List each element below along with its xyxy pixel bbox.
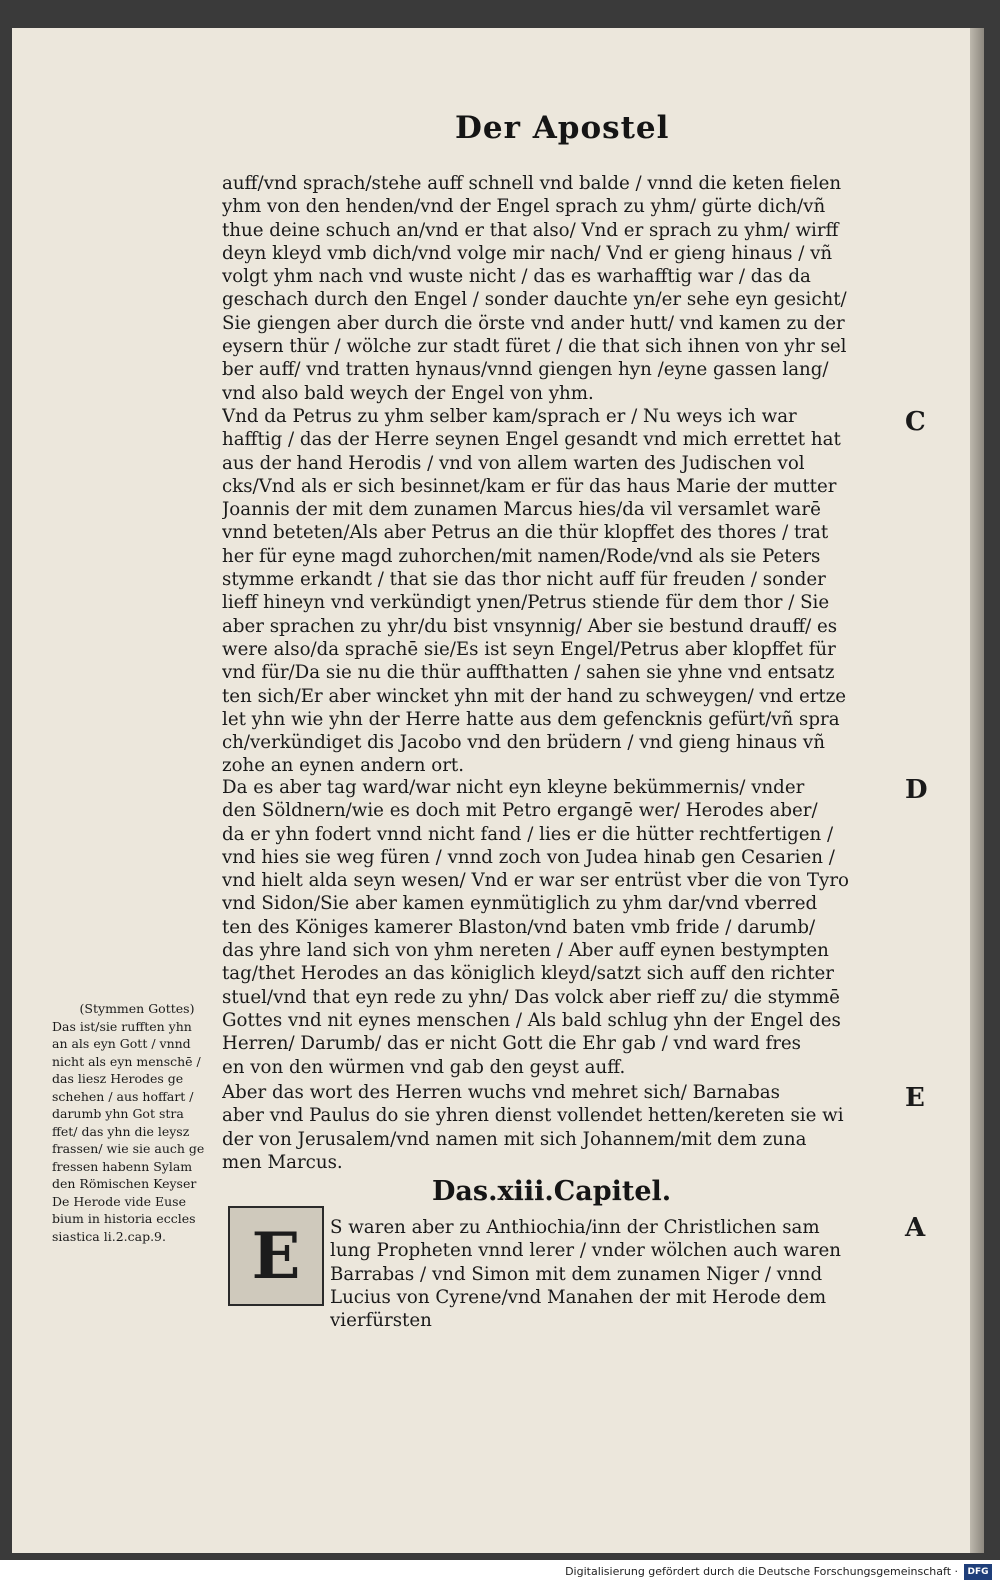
text-line: ten des Königes kamerer Blaston/vnd baten vmb fride / darumb/: [222, 916, 816, 938]
text-line: fressen habenn Sylam: [52, 1158, 193, 1174]
text-line: en von den würmen vnd gab den geyst auff.: [222, 1056, 626, 1078]
margin-note-body: [52, 1018, 222, 1246]
text-line: vnd für/Da sie nu die thür auffthatten / sahen sie yhne vnd entsatz: [222, 662, 835, 684]
paragraph-2: [222, 405, 877, 778]
text-line: stymme erkandt / that sie das thor nicht auff für freuden / sonder: [222, 569, 826, 591]
text-line: den Römischen Keyser: [52, 1176, 197, 1191]
text-line: ffet/ das yhn die leysz: [52, 1123, 190, 1139]
text-line: stuel/vnd that eyn rede zu yhn/ Das volck aber rieff zu/ die stymmē: [222, 986, 840, 1008]
text-line: schehen / aus hoffart /: [52, 1088, 194, 1104]
text-line: bium in historia eccles: [52, 1211, 196, 1226]
text-line: her für eyne magd zuhorchen/mit namen/Rode/vnd als sie Peters: [222, 545, 821, 567]
text-line: Sie giengen aber durch die örste vnd ander hutt/ vnd kamen zu der: [222, 312, 845, 334]
text-line: men Marcus.: [222, 1151, 343, 1173]
text-line: Lucius von Cyrene/vnd Manahen der mit Herode dem: [330, 1286, 827, 1308]
text-line: aber sprachen zu yhr/du bist vnsynnig/ Aber sie bestund drauff/ es: [222, 615, 838, 637]
text-line: thue deine schuch an/vnd er that also/ Vnd er sprach zu yhm/ wirff: [222, 219, 839, 241]
margin-marker-c: C: [905, 407, 926, 437]
text-line: Das ist/sie rufften yhn: [52, 1018, 192, 1034]
chapter-heading: Das.xiii.Capitel.: [432, 1176, 672, 1207]
text-line: Barrabas / vnd Simon mit dem zunamen Niger / vnnd: [330, 1263, 823, 1285]
text-line: S waren aber zu Anthiochia/inn der Christlichen sam: [330, 1217, 820, 1238]
dfg-logo: DFG: [964, 1564, 992, 1580]
paragraph-3: [222, 776, 877, 1079]
margin-note: [52, 1000, 222, 1245]
text-line: darumb yhn Got stra: [52, 1106, 184, 1121]
text-line: da er yhn fodert vnnd nicht fand / lies er die hütter rechtfertigen /: [222, 823, 834, 845]
paragraph-5: [330, 1216, 878, 1332]
text-line: hafftig / das der Herre seynen Engel gesandt vnd mich errettet hat: [222, 429, 841, 451]
text-line: auff/vnd sprach/stehe auff schnell vnd balde / vnnd die keten fielen: [222, 173, 842, 194]
text-line: Vnd da Petrus zu yhm selber kam/sprach er / Nu weys ich war: [222, 406, 797, 427]
text-line: were also/da sprachē sie/Es ist seyn Engel/Petrus aber klopffet für: [222, 638, 836, 660]
margin-note-title: (Stymmen Gottes): [79, 1001, 195, 1016]
text-line: an als eyn Gott / vnnd: [52, 1036, 191, 1051]
text-line: der von Jerusalem/vnd namen mit sich Johannem/mit dem zuna: [222, 1128, 807, 1150]
text-line: Da es aber tag ward/war nicht eyn kleyne bekümmernis/ vnder: [222, 777, 805, 798]
paragraph-4: [222, 1081, 877, 1174]
text-line: yhm von den henden/vnd der Engel sprach zu yhm/ gürte dich/vñ: [222, 196, 826, 218]
text-line: zohe an eynen andern ort.: [222, 755, 465, 777]
margin-marker-e: E: [905, 1083, 925, 1113]
footer-bar: [0, 1560, 1000, 1586]
margin-marker-d: D: [905, 775, 928, 805]
funding-credit: Digitalisierung gefördert durch die Deutsche Forschungsgemeinschaft ·: [565, 1565, 958, 1578]
text-line: volgt yhm nach vnd wuste nicht / das es warhafftig war / das da: [222, 266, 811, 288]
text-line: lieff hineyn vnd verkündigt ynen/Petrus stiende für dem thor / Sie: [222, 592, 830, 614]
text-line: vnd also bald weych der Engel von yhm.: [222, 382, 594, 404]
text-line: das liesz Herodes ge: [52, 1071, 184, 1086]
text-line: den Söldnern/wie es doch mit Petro ergangē wer/ Herodes aber/: [222, 800, 818, 822]
text-line: eysern thür / wölche zur stadt füret / die that sich ihnen von yhr sel: [222, 336, 847, 358]
text-line: aus der hand Herodis / vnd von allem warten des Judischen vol: [222, 452, 805, 474]
text-line: ch/verkündiget dis Jacobo vnd den brüdern / vnd gieng hinaus vñ: [222, 732, 825, 754]
text-line: let yhn wie yhn der Herre hatte aus dem gefencknis gefürt/vñ spra: [222, 708, 840, 730]
text-line: siastica li.2.cap.9.: [52, 1228, 166, 1244]
page-edge: [970, 28, 984, 1553]
text-line: cks/Vnd als er sich besinnet/kam er für das haus Marie der mutter: [222, 475, 837, 497]
text-line: frassen/ wie sie auch ge: [52, 1141, 205, 1156]
text-line: ber auff/ vnd tratten hynaus/vnnd giengen hyn /eyne gassen lang/: [222, 359, 829, 381]
paragraph-1: [222, 172, 877, 405]
text-line: deyn kleyd vmb dich/vnd volge mir nach/ Vnd er gieng hinaus / vñ: [222, 242, 833, 264]
text-line: geschach durch den Engel / sonder dauchte yn/er sehe eyn gesicht/: [222, 289, 847, 311]
decorated-initial: E: [228, 1206, 324, 1306]
text-line: vierfürsten: [330, 1310, 432, 1332]
text-line: lung Propheten vnnd lerer / vnder wölchen auch waren: [330, 1240, 841, 1262]
text-line: Aber das wort des Herren wuchs vnd mehret sich/ Barnabas: [222, 1082, 780, 1103]
text-line: vnd hielt alda seyn wesen/ Vnd er war ser entrüst vber die von Tyro: [222, 870, 849, 892]
text-line: nicht als eyn menschē /: [52, 1053, 201, 1069]
text-line: ten sich/Er aber wincket yhn mit der hand zu schweygen/ vnd ertze: [222, 685, 847, 707]
text-line: vnnd beteten/Als aber Petrus an die thür klopffet des thores / trat: [222, 522, 829, 544]
text-line: Gottes vnd nit eynes menschen / Als bald schlug yhn der Engel des: [222, 1009, 841, 1031]
text-line: Joannis der mit dem zunamen Marcus hies/da vil versamlet warē: [222, 499, 821, 521]
text-line: aber vnd Paulus do sie yhren dienst vollendet hetten/kereten sie wi: [222, 1105, 844, 1127]
text-line: Herren/ Darumb/ das er nicht Gott die Ehr gab / vnd ward fres: [222, 1033, 802, 1055]
text-line: tag/thet Herodes an das königlich kleyd/satzt sich auff den richter: [222, 963, 834, 985]
text-line: vnd Sidon/Sie aber kamen eynmütiglich zu yhm dar/vnd vberred: [222, 893, 818, 915]
text-line: De Herode vide Euse: [52, 1193, 186, 1209]
text-line: vnd hies sie weg füren / vnnd zoch von Judea hinab gen Cesarien /: [222, 846, 835, 868]
running-head: Der Apostel: [455, 110, 670, 146]
text-line: das yhre land sich von yhm nereten / Aber auff eynen bestympten: [222, 940, 829, 962]
margin-marker-a: A: [905, 1213, 926, 1243]
